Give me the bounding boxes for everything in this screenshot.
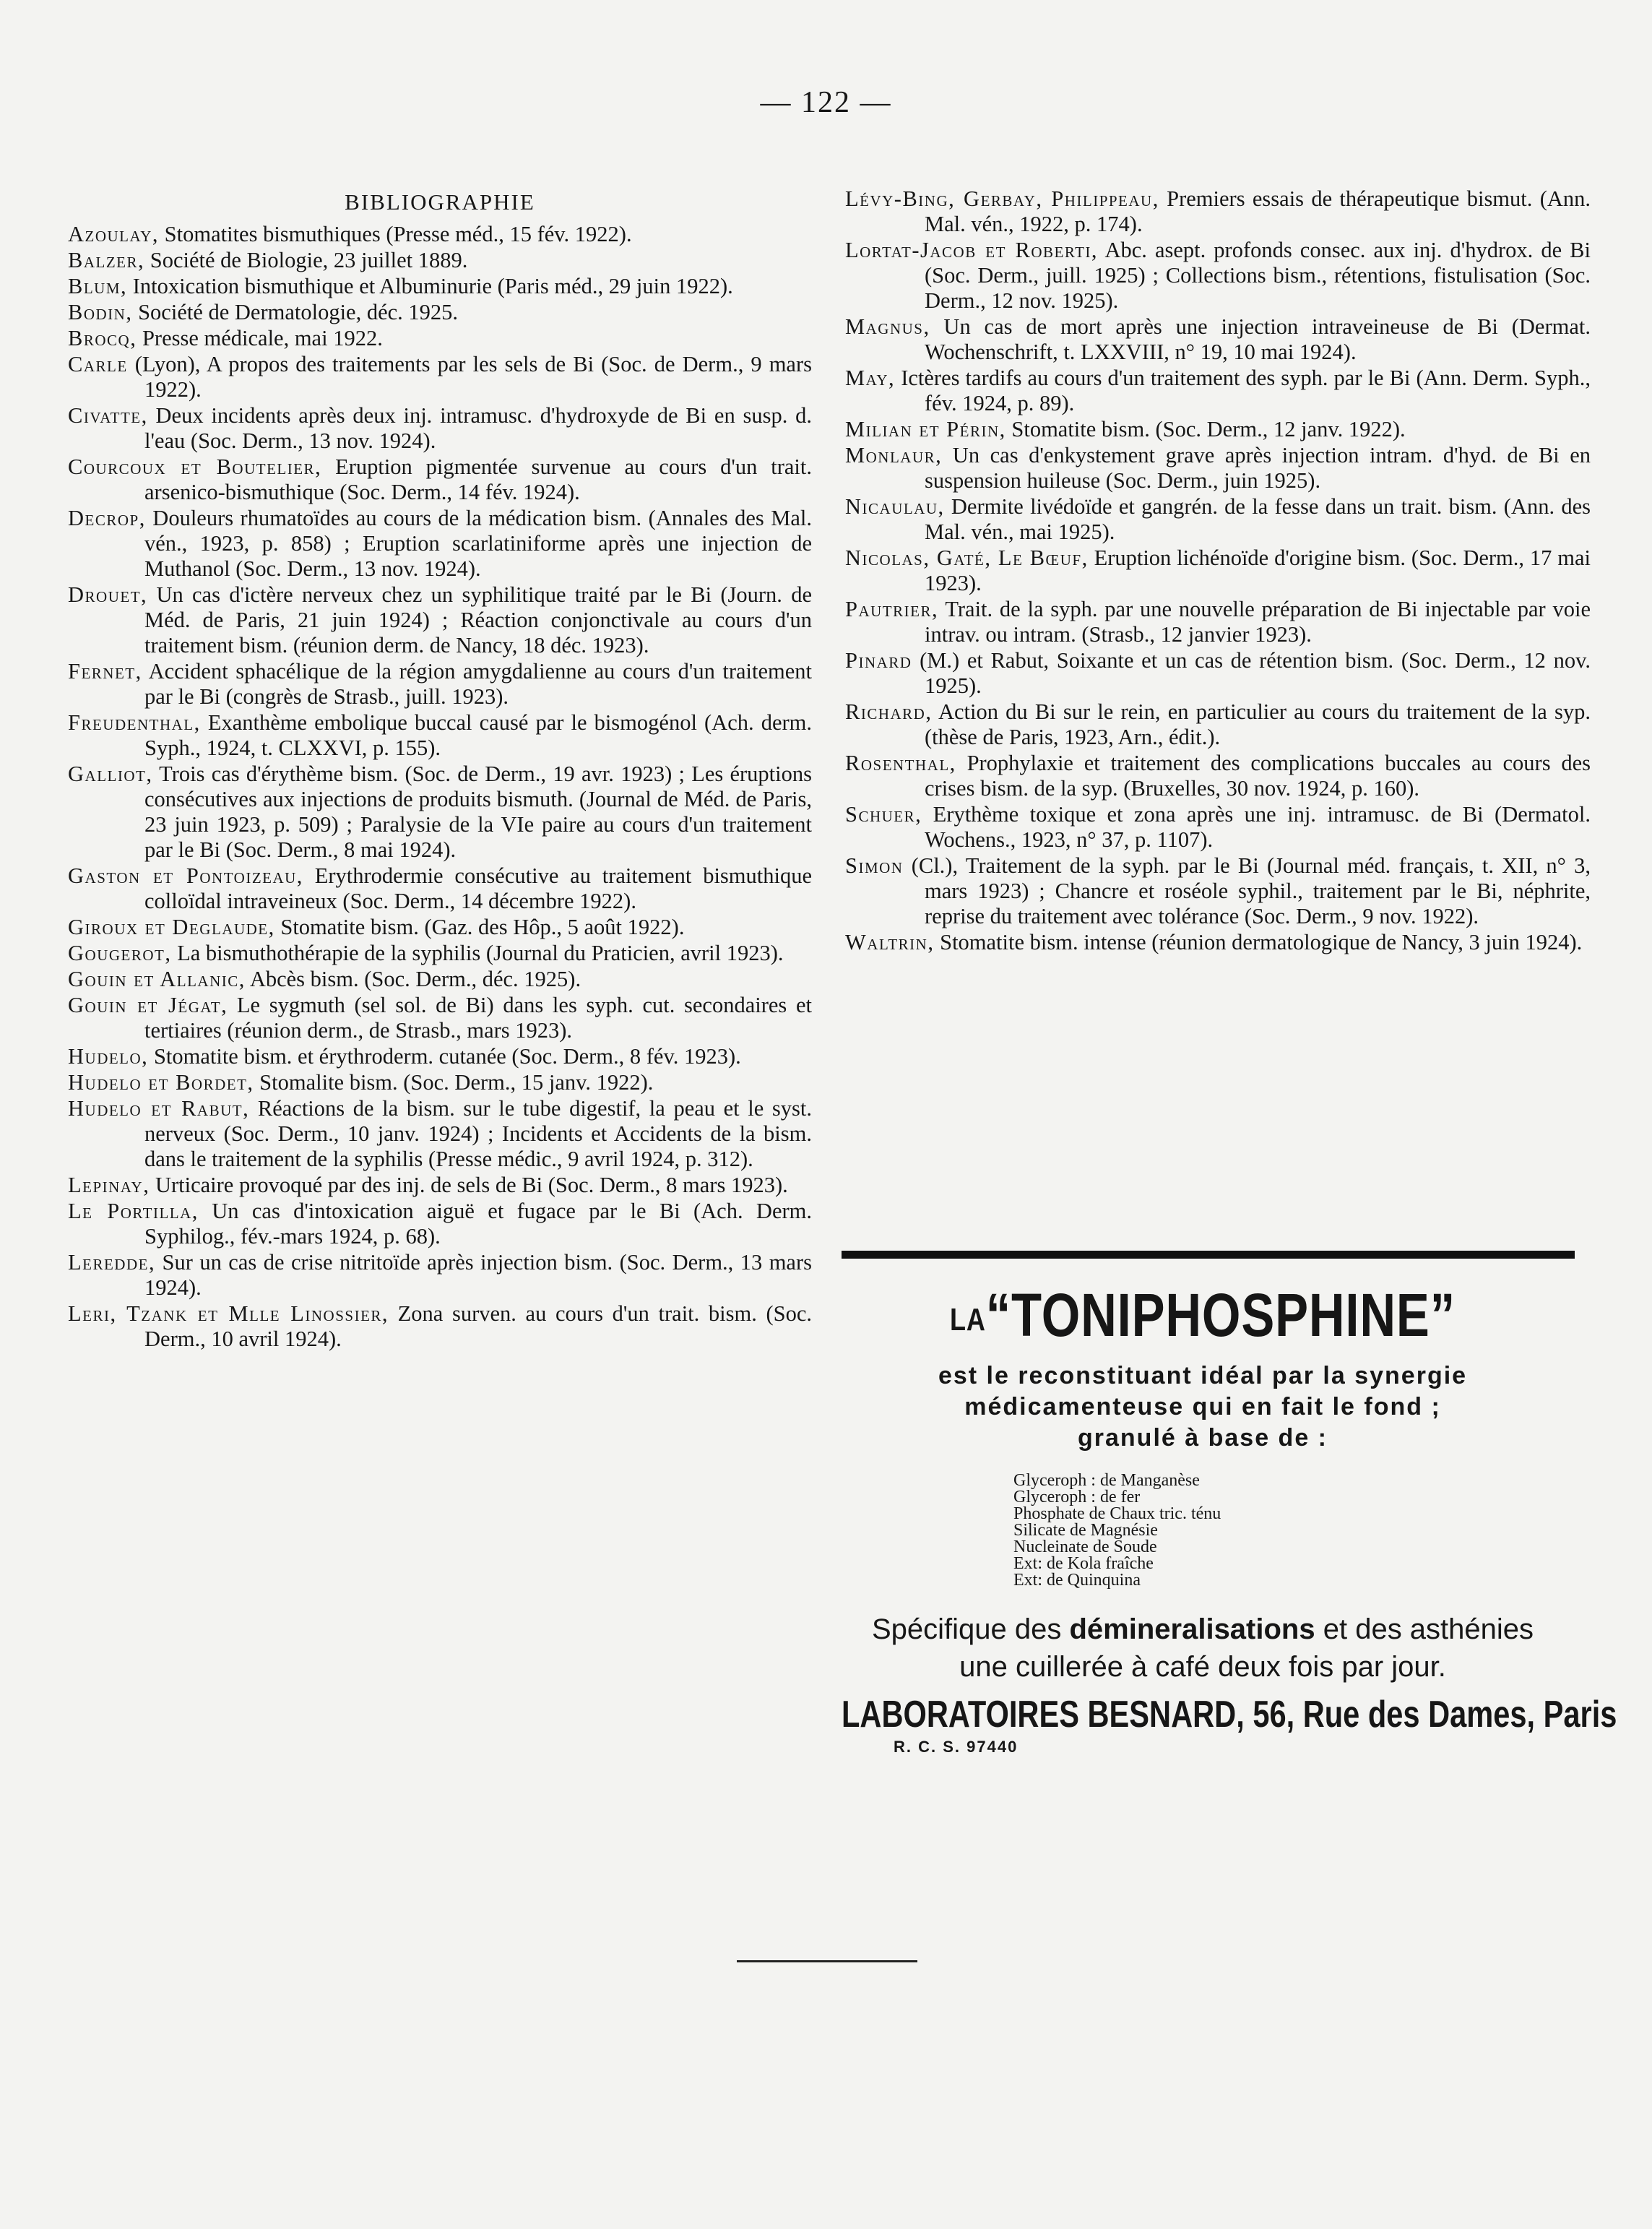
entry-reference: Réactions de la bism. sur le tube digestif, la peau et le syst. nerveux (Soc. Derm., 10 janv. 1924) ; Incidents et Accidents de la bism. dans le traitement de la syphilis (Presse médic., 9 avril 1924, p. 312). [144, 1096, 813, 1171]
bibliography-entry [845, 699, 1591, 750]
ad-laboratory-address: LABORATOIRES BESNARD, 56, Rue des Dames, Paris [842, 1693, 1617, 1736]
bibliography-entry [845, 930, 1591, 955]
bibliography-entry [68, 1250, 812, 1301]
ad-spec-emphasis: démineralisations [1069, 1613, 1315, 1645]
bibliography-entry [68, 1096, 812, 1172]
bibliography-entry [68, 222, 812, 247]
entry-author: Simon [845, 853, 904, 878]
bibliography-left-list [68, 222, 812, 1352]
entry-reference: Abcès bism. (Soc. Derm., déc. 1925). [245, 967, 581, 991]
entry-author: Azoulay, [68, 222, 160, 246]
bibliography-entry [68, 300, 812, 325]
entry-reference: Abc. asept. profonds consec. aux inj. d'hydrox. de Bi (Soc. Derm., juill. 1925) ; Collections bism., rétentions, fistulisation (Soc. Derm., 12 nov. 1925). [925, 238, 1591, 313]
entry-author: Galliot, [68, 762, 153, 786]
bibliography-entry [845, 238, 1591, 314]
bibliography-entry [68, 248, 812, 273]
entry-author: Leri, Tzank et Mlle Linossier, [68, 1301, 389, 1326]
entry-author: Gaston et Pontoizeau, [68, 863, 303, 888]
bibliography-entry [68, 1070, 812, 1095]
entry-author: Freudenthal, [68, 710, 201, 735]
entry-author: Fernet, [68, 659, 142, 684]
bibliography-entry [68, 762, 812, 863]
ad-ingredient: Ext: de Kola fraîche [1013, 1553, 1154, 1573]
ad-lead-line: est le reconstituant idéal par la synergie [938, 1361, 1468, 1389]
bibliography-entry [68, 506, 812, 582]
entry-reference: Stomatite bism. intense (réunion dermatologique de Nancy, 3 juin 1924). [934, 930, 1583, 954]
entry-reference: Urticaire provoqué par des inj. de sels de Bi (Soc. Derm., 8 mars 1923). [150, 1173, 788, 1197]
bibliography-entry [68, 710, 812, 761]
entry-reference: Prophylaxie et traitement des complications buccales au cours des crises bism. de la syp. (Bruxelles, 30 nov. 1924, p. 160). [925, 751, 1591, 801]
entry-author: Hudelo, [68, 1044, 149, 1069]
entry-author: Lepinay, [68, 1173, 150, 1197]
entry-author: Pinard [845, 648, 912, 673]
ad-spec-part: Spécifique des [871, 1613, 1070, 1645]
bibliography-entry [68, 326, 812, 351]
entry-reference: Ictères tardifs au cours d'un traitement des syph. par le Bi (Ann. Derm. Syph., fév. 1924, p. 89). [895, 366, 1591, 415]
entry-reference: Stomatite bism. (Soc. Derm., 12 janv. 1922). [1006, 417, 1406, 441]
ad-ingredient: Glyceroph : de fer [1013, 1487, 1141, 1506]
page-bottom-rule [737, 1960, 917, 1962]
entry-reference: Zona surven. au cours d'un trait. bism. (Soc. Derm., 10 avril 1924). [144, 1301, 813, 1351]
bibliography-entry [68, 863, 812, 914]
ad-lead-line: médicamenteuse qui en fait le fond ; [964, 1392, 1441, 1420]
entry-reference: Deux incidents après deux inj. intramusc. d'hydroxyde de Bi en susp. d. l'eau (Soc. Derm., 13 nov. 1924). [144, 403, 812, 453]
entry-author: Decrop, [68, 506, 146, 530]
entry-reference: Presse médicale, mai 1922. [137, 326, 383, 350]
entry-reference: Erythrodermie consécutive au traitement bismuthique colloïdal intraveineux (Soc. Derm., 14 décembre 1922). [144, 863, 812, 913]
ad-ingredient: Ext: de Quinquina [1013, 1570, 1141, 1590]
entry-reference: Stomatites bismuthiques (Presse méd., 15 fév. 1922). [159, 222, 632, 246]
entry-author: Schuer, [845, 802, 922, 827]
entry-author: Brocq, [68, 326, 137, 350]
entry-author: Gougerot, [68, 941, 172, 965]
bibliography-entry [68, 915, 812, 940]
entry-reference: Trois cas d'érythème bism. (Soc. de Derm., 19 avr. 1923) ; Les éruptions consécutives aux injections de produits bismuth. (Journal de Méd. de Paris, 23 juin 1923, p. 509) ; Paralysie de la VIe paire au cours d'un traitement par le Bi (Soc. Derm., 8 mai 1924). [144, 762, 812, 862]
entry-author: Balzer, [68, 248, 145, 272]
entry-reference: Dermite livédoïde et gangrén. de la fesse dans un trait. bism. (Ann. des Mal. vén., mai 1925). [925, 494, 1591, 544]
bibliography-entry [68, 993, 812, 1043]
bibliography-entry [845, 751, 1591, 801]
entry-reference: Action du Bi sur le rein, en particulier au cours du traitement de la syp. (thèse de Paris, 1923, Arn., édit.). [925, 699, 1591, 749]
entry-reference: La bismuthothérapie de la syphilis (Journal du Praticien, avril 1923). [171, 941, 784, 965]
bibliography-entry [68, 274, 812, 299]
ad-ingredient-list [1013, 1470, 1578, 1590]
entry-author: May, [845, 366, 896, 390]
entry-author: Civatte, [68, 403, 148, 428]
bibliography-entry [68, 454, 812, 505]
bibliography-entry [845, 494, 1591, 545]
entry-reference: Eruption pigmentée survenue au cours d'un trait. arsenico-bismuthique (Soc. Derm., 14 fév. 1924). [144, 454, 812, 504]
bibliography-entry [845, 366, 1591, 416]
entry-author: Magnus, [845, 314, 930, 339]
ad-ingredient: Glyceroph : de Manganèse [1013, 1470, 1200, 1490]
bibliography-entry [845, 314, 1591, 365]
entry-reference: Douleurs rhumatoïdes au cours de la médication bism. (Annales des Mal. vén., 1923, p. 858) ; Eruption scarlatiniforme après une injection de Muthanol (Soc. Derm., 13 nov. 1924). [144, 506, 812, 581]
entry-author: Le Portilla, [68, 1199, 199, 1223]
entry-author: Giroux et Deglaude, [68, 915, 275, 939]
entry-reference: Le sygmuth (sel sol. de Bi) dans les syph. cut. secondaires et tertiaires (réunion derm., de Strasb., mars 1923). [144, 993, 812, 1043]
bibliography-entry [68, 1301, 812, 1352]
bibliography-entry [68, 403, 812, 454]
entry-reference: (Lyon), A propos des traitements par les sels de Bi (Soc. de Derm., 9 mars 1922). [127, 352, 812, 402]
ad-headline-prefix: LA [950, 1301, 986, 1337]
entry-author: Hudelo et Rabut, [68, 1096, 250, 1121]
entry-reference: Un cas d'enkystement grave après injection intram. d'hyd. de Bi en suspension huileuse (Soc. Derm., juin 1925). [925, 443, 1591, 493]
bibliography-right-column [845, 186, 1591, 956]
entry-author: Lortat-Jacob et Roberti, [845, 238, 1099, 262]
entry-author: Rosenthal, [845, 751, 956, 775]
entry-author: Drouet, [68, 582, 148, 607]
bibliography-entry [68, 967, 812, 992]
bibliography-title: BIBLIOGRAPHIE [345, 189, 535, 215]
entry-author: Leredde, [68, 1250, 156, 1275]
entry-reference: Erythème toxique et zona après une inj. intramusc. de Bi (Dermatol. Wochens., 1923, n° 37, p. 1107). [922, 802, 1591, 852]
advertisement-top-rule [842, 1251, 1575, 1259]
bibliography-entry [68, 1044, 812, 1069]
entry-author: Monlaur, [845, 443, 943, 467]
bibliography-entry [68, 1199, 812, 1249]
entry-author: Hudelo et Bordet, [68, 1070, 254, 1095]
entry-author: Blum, [68, 274, 128, 298]
entry-author: Nicolas, Gaté, Le Bœuf, [845, 546, 1089, 570]
bibliography-entry [845, 648, 1591, 699]
entry-reference: Stomatite bism. et érythroderm. cutanée (Soc. Derm., 8 fév. 1923). [148, 1044, 741, 1069]
entry-reference: Sur un cas de crise nitritoïde après injection bism. (Soc. Derm., 13 mars 1924). [144, 1250, 812, 1300]
page-number: — 122 — [760, 86, 892, 119]
entry-reference: (M.) et Rabut, Soixante et un cas de rétention bism. (Soc. Derm., 12 nov. 1925). [912, 648, 1591, 698]
entry-reference: Eruption lichénoïde d'origine bism. (Soc. Derm., 17 mai 1923). [925, 546, 1591, 595]
entry-reference: Premiers essais de thérapeutique bismut. (Ann. Mal. vén., 1922, p. 174). [925, 186, 1591, 236]
entry-reference: Stomalite bism. (Soc. Derm., 15 janv. 1922). [254, 1070, 654, 1095]
entry-author: Pautrier, [845, 597, 939, 621]
entry-reference: Un cas de mort après une injection intraveineuse de Bi (Dermat. Wochenschrift, t. LXXVIII, n° 19, 10 mai 1924). [925, 314, 1591, 364]
entry-author: Richard, [845, 699, 933, 724]
ad-headline-product: “TONIPHOSPHINE” [985, 1281, 1456, 1349]
bibliography-entry [845, 802, 1591, 853]
bibliography-entry [845, 853, 1591, 929]
ad-ingredient: Phosphate de Chaux tric. ténu [1013, 1504, 1221, 1523]
ad-spec-line-1 [827, 1611, 1578, 1648]
entry-reference: Société de Dermatologie, déc. 1925. [132, 300, 459, 324]
entry-author: Gouin et Allanic, [68, 967, 246, 991]
bibliography-entry [68, 941, 812, 966]
entry-author: Milian et Périn, [845, 417, 1006, 441]
bibliography-entry [68, 582, 812, 658]
ad-rcs-number: R. C. S. 97440 [894, 1737, 1019, 1756]
bibliography-entry [845, 546, 1591, 596]
entry-author: Bodin, [68, 300, 133, 324]
entry-author: Carle [68, 352, 128, 376]
bibliography-entry [845, 597, 1591, 647]
bibliography-entry [845, 417, 1591, 442]
ad-lead-line: granulé à base de : [1078, 1423, 1328, 1452]
entry-reference: (Cl.), Traitement de la syph. par le Bi (Journal méd. français, t. XII, n° 3, mars 1923) ; Chancre et roséole syphil., traitement par le Bi, néphrite, reprise du traitement avec tolérance (Soc. Derm., 9 nov. 1922). [903, 853, 1591, 928]
entry-reference: Intoxication bismuthique et Albuminurie (Paris méd., 29 juin 1922). [127, 274, 733, 298]
advertisement-toniphosphine [827, 1279, 1617, 1756]
bibliography-entry [845, 186, 1591, 237]
entry-reference: Un cas d'ictère nerveux chez un syphilitique traité par le Bi (Journ. de Méd. de Paris, 21 juin 1924) ; Réaction conjonctivale au cours d'un traitement bism. (réunion derm. de Nancy, 18 déc. 1923). [144, 582, 812, 658]
ad-headline [895, 1279, 1511, 1356]
ad-ingredient: Nucleinate de Soude [1013, 1537, 1157, 1556]
ad-spec-part: et des asthénies [1315, 1613, 1534, 1645]
bibliography-right-list [845, 186, 1591, 955]
ad-specific-text [827, 1611, 1578, 1686]
entry-author: Lévy-Bing, Gerbay, Philippeau, [845, 186, 1159, 211]
entry-reference: Exanthème embolique buccal causé par le bismogénol (Ach. derm. Syph., 1924, t. CLXXVI, p. 155). [144, 710, 812, 760]
bibliography-entry [845, 443, 1591, 493]
entry-author: Courcoux et Boutelier, [68, 454, 322, 479]
entry-author: Waltrin, [845, 930, 935, 954]
entry-reference: Accident sphacélique de la région amygdalienne au cours d'un traitement par le Bi (congrès de Strasb., juill. 1923). [142, 659, 812, 709]
bibliography-left-column [68, 189, 812, 1353]
ad-lead-text [827, 1361, 1578, 1454]
entry-author: Gouin et Jégat, [68, 993, 228, 1017]
entry-author: Nicaulau, [845, 494, 945, 519]
bibliography-entry [68, 352, 812, 402]
entry-reference: Stomatite bism. (Gaz. des Hôp., 5 août 1922). [274, 915, 685, 939]
entry-reference: Société de Biologie, 23 juillet 1889. [144, 248, 468, 272]
bibliography-entry [68, 1173, 812, 1198]
entry-reference: Trait. de la syph. par une nouvelle préparation de Bi injectable par voie intrav. ou intram. (Strasb., 12 janvier 1923). [925, 597, 1591, 647]
entry-reference: Un cas d'intoxication aiguë et fugace par le Bi (Ach. Derm. Syphilog., fév.-mars 1924, p. 68). [144, 1199, 812, 1249]
ad-ingredient: Silicate de Magnésie [1013, 1520, 1158, 1540]
ad-spec-line-2: une cuillerée à café deux fois par jour. [959, 1650, 1446, 1683]
bibliography-entry [68, 659, 812, 710]
